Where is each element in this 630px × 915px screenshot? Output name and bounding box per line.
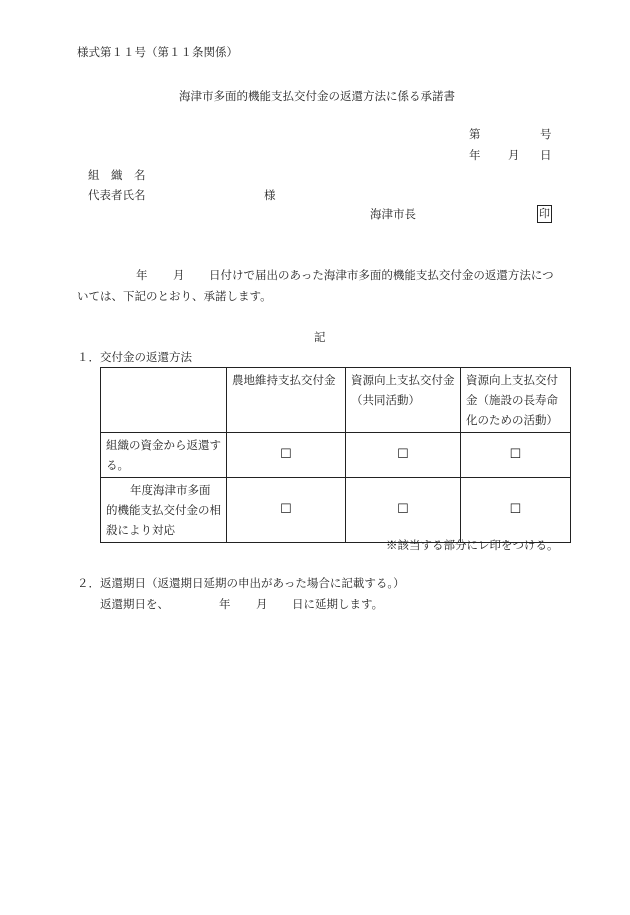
extension-suffix: 日に延期します。 bbox=[292, 597, 384, 611]
checkbox-own-funds-joint[interactable]: ☐ bbox=[346, 433, 461, 478]
row-label-offset bbox=[101, 478, 227, 543]
seal-mark: 印 bbox=[537, 205, 552, 223]
section2-heading: ２．返還期日（返還期日延期の申出があった場合に記載する。） bbox=[77, 576, 405, 590]
table-row bbox=[101, 478, 571, 543]
page-title: 海津市多面的機能支払交付金の返還方法に係る承諾書 bbox=[179, 89, 455, 103]
date-month-label: 月 bbox=[508, 148, 520, 162]
column-header-farmland: 農地維持支払交付金 bbox=[227, 368, 346, 433]
mayor-label: 海津市長 bbox=[370, 207, 416, 221]
extension-prefix: 返還期日を、 bbox=[100, 597, 169, 611]
honorific-sama: 様 bbox=[264, 188, 276, 202]
table-note: ※該当する部分にレ印をつける。 bbox=[386, 538, 559, 552]
body-text-line1: 日付けで届出のあった海津市多面的機能支払交付金の返還方法につ bbox=[209, 268, 554, 282]
representative-name-label: 代表者氏名 bbox=[88, 188, 146, 202]
column-header-joint-activity: 資源向上支払交付金（共同活動） bbox=[346, 368, 461, 433]
date-day-label: 日 bbox=[540, 148, 552, 162]
row-label-offset-text: 年度海津市多面的機能支払交付金の相殺により対応 bbox=[106, 483, 221, 537]
body-text-line2: いては、下記のとおり、承諾します。 bbox=[77, 289, 272, 303]
doc-number-dai: 第 bbox=[469, 127, 481, 141]
body-year-label: 年 bbox=[136, 268, 148, 282]
checkbox-offset-longevity[interactable]: ☐ bbox=[461, 478, 571, 543]
table-header-empty bbox=[101, 368, 227, 433]
return-method-table bbox=[100, 367, 571, 543]
section1-heading: １．交付金の返還方法 bbox=[77, 350, 192, 364]
checkbox-own-funds-longevity[interactable]: ☐ bbox=[461, 433, 571, 478]
table-row bbox=[101, 433, 571, 478]
table-header-row bbox=[101, 368, 571, 433]
checkbox-own-funds-farmland[interactable]: ☐ bbox=[227, 433, 346, 478]
column-header-longevity-activity: 資源向上支払交付金（施設の長寿命化のための活動） bbox=[461, 368, 571, 433]
row-label-own-funds: 組織の資金から返還する。 bbox=[101, 433, 227, 478]
org-name-label: 組 織 名 bbox=[88, 168, 146, 182]
checkbox-offset-farmland[interactable]: ☐ bbox=[227, 478, 346, 543]
date-year-label: 年 bbox=[469, 148, 481, 162]
body-month-label: 月 bbox=[173, 268, 185, 282]
extension-year-label: 年 bbox=[219, 597, 231, 611]
form-number: 様式第１１号（第１１条関係） bbox=[77, 45, 238, 59]
doc-number-go: 号 bbox=[540, 127, 552, 141]
extension-month-label: 月 bbox=[256, 597, 268, 611]
ki-label: 記 bbox=[314, 330, 326, 344]
checkbox-offset-joint[interactable]: ☐ bbox=[346, 478, 461, 543]
